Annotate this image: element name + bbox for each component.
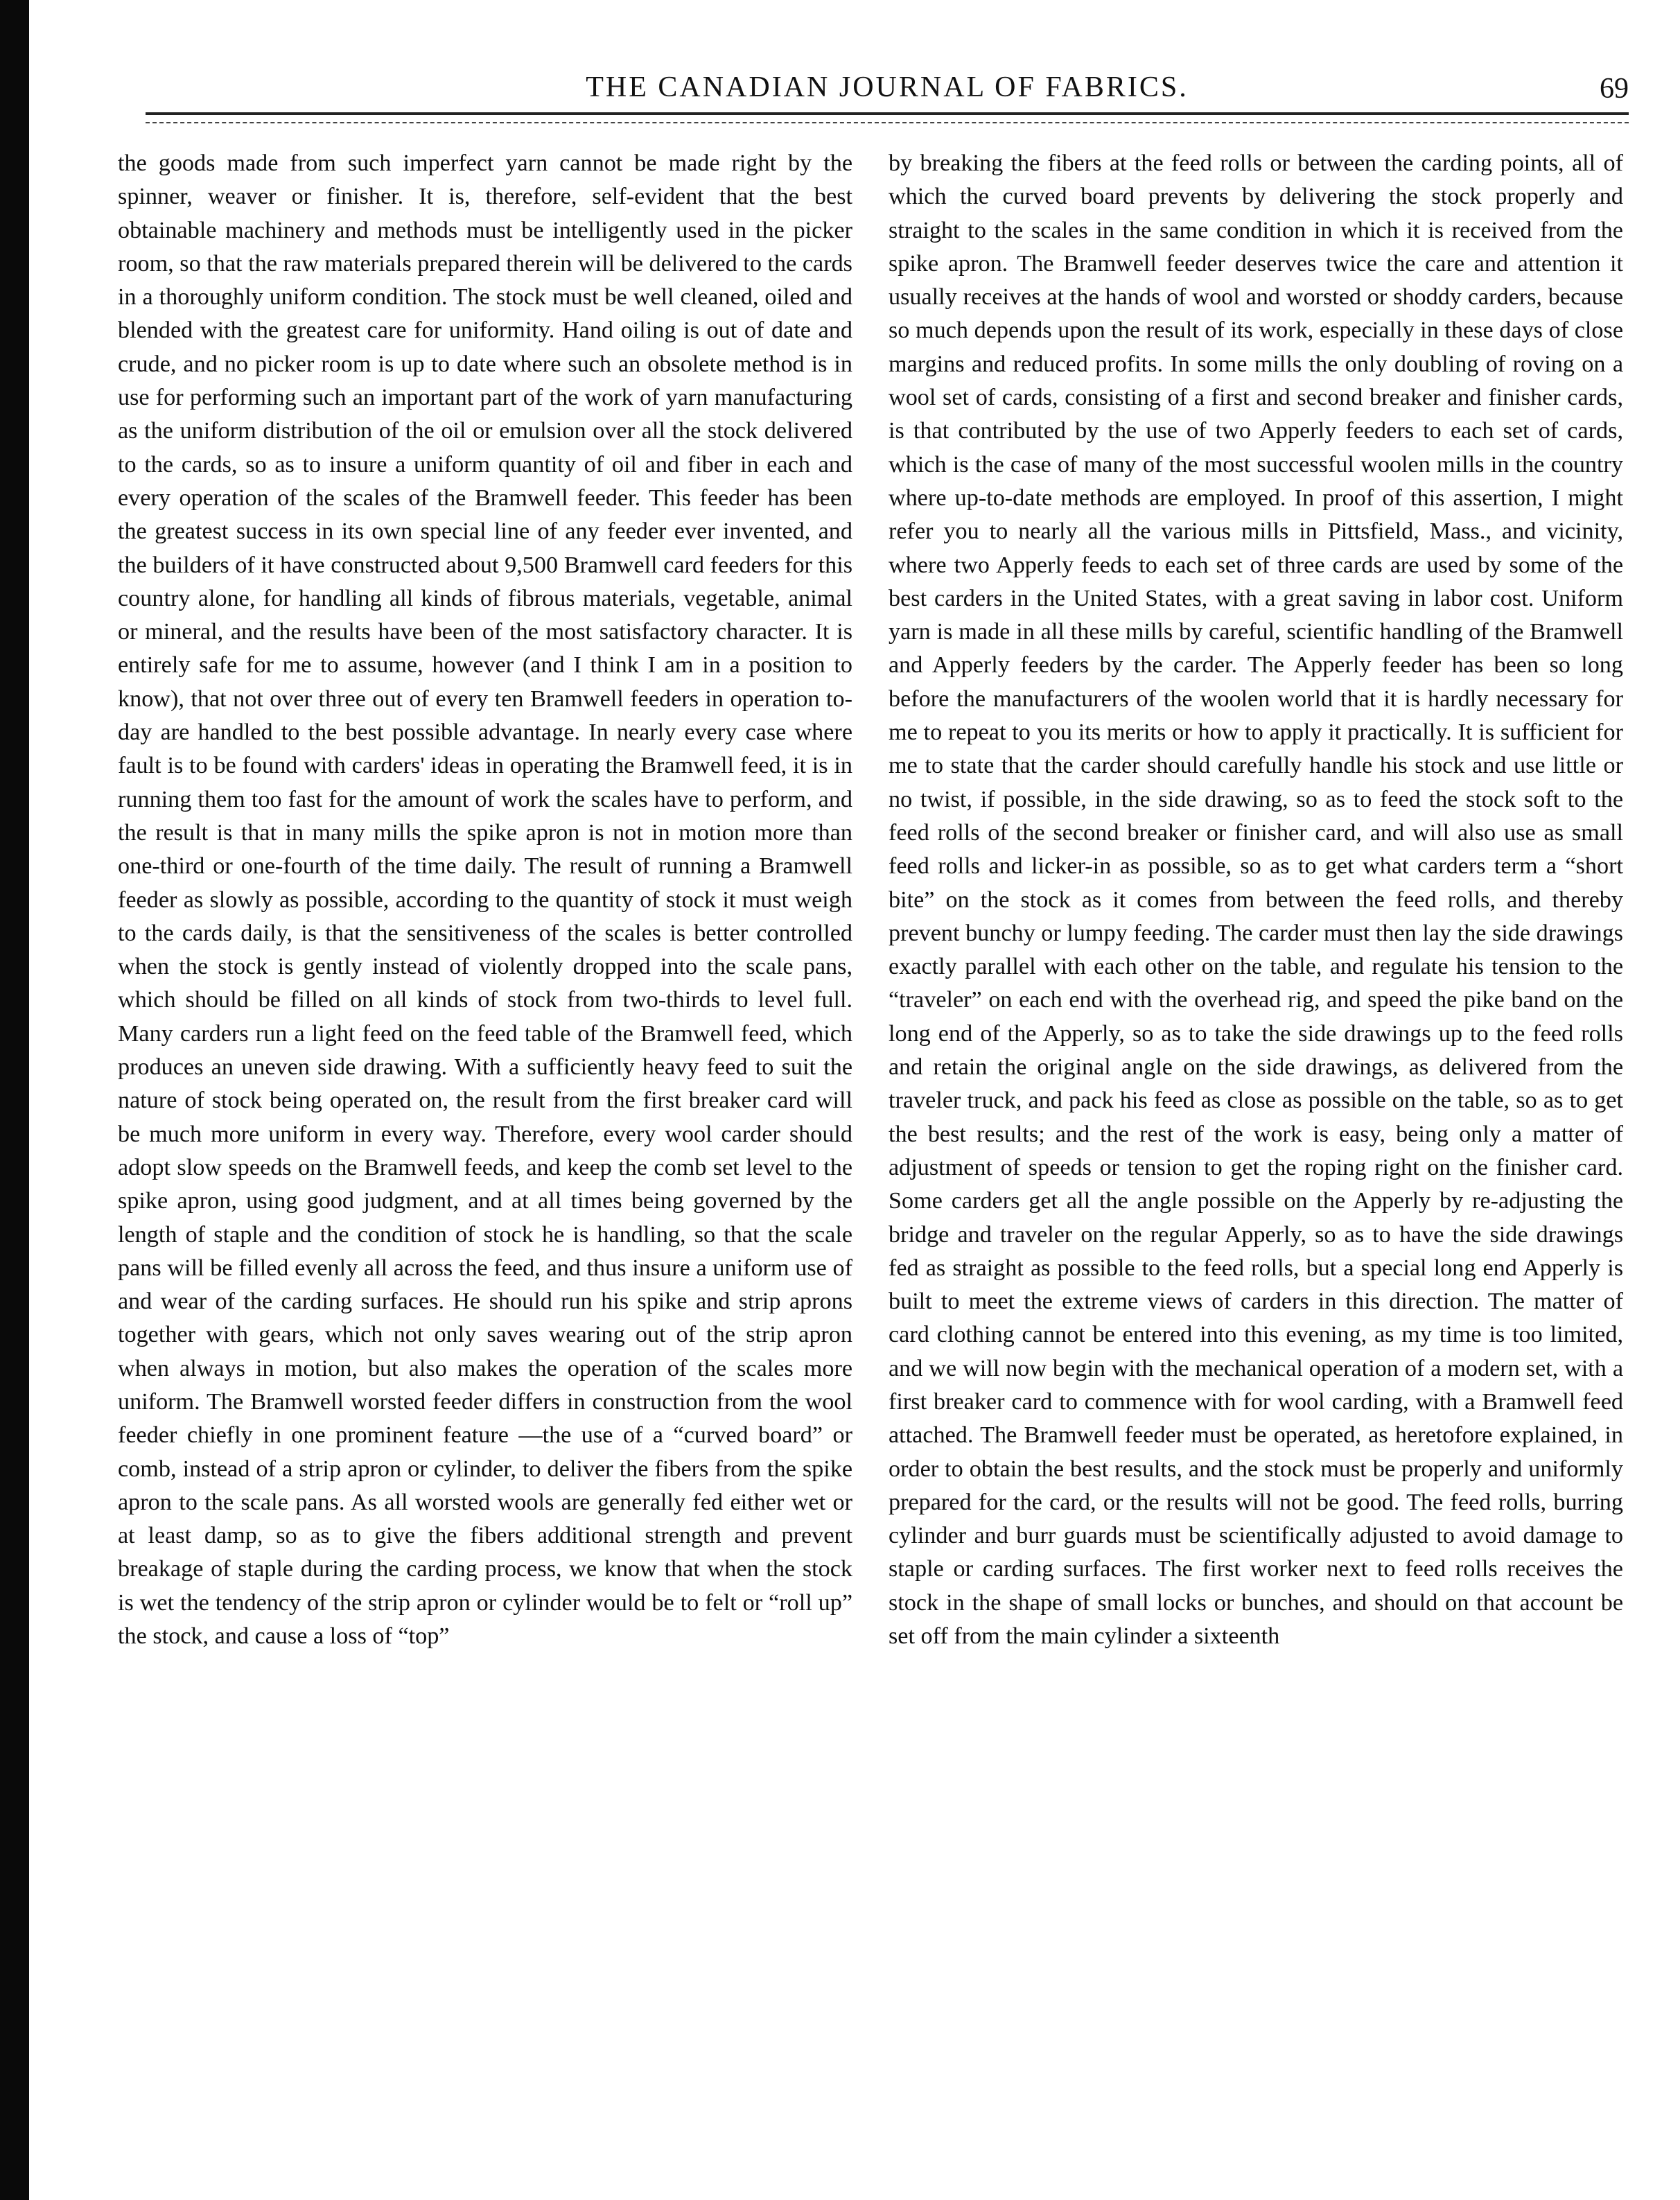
body-paragraph: the goods made from such imperfect yarn cannot be made right by the spinner, weaver or finisher. It is, therefore, self-evident that the best obtainable machinery and methods must be intelligently used in the picker room, so that the raw materials prepared therein will be delivered to the cards in a thoroughly uniform condition. The stock must be well cleaned, oiled and blended with the greatest care for uniformity. Hand oiling is out of date and crude, and no picker room is up to date where such an obsolete method is in use for performing such an important part of the work of yarn manufacturing as the uniform distribution of the oil or emulsion over all the stock delivered to the cards, so as to insure a uniform quantity of oil and fiber in each and every operation of the scales of the Bramwell feeder. This feeder has been the greatest success in its own special line of any feeder ever invented, and the builders of it have constructed about 9,500 Bramwell card feeders for this country alone, for handling all kinds of fibrous materials, vegetable, animal or mineral, and the results have been of the most satisfactory character. It is entirely safe for me to assume, however (and I think I am in a position to know), that not over three out of every ten Bramwell feeders in operation to-day are handled to the best possible advantage. In nearly every case where fault is to be found with carders' ideas in operating the Bramwell feed, it is in running them too fast for the amount of work the scales have to perform, and the result is that in many mills the spike apron is not in motion more than one-third or one-fourth of the time daily. The result of running a Bramwell feeder as slowly as possible, according to the quantity of stock it must weigh to the cards daily, is that the sensitiveness of the scales is better controlled when the stock is gently instead of violently dropped into the scale pans, which should be filled on all kinds of stock from two-thirds to level full. Many carders run a light feed on the feed table of the Bramwell feed, which produces an uneven side drawing. With a sufficiently heavy feed to suit the nature of stock being operated on, the result from the first breaker card will be much more uniform in every way. Therefore, every wool carder should adopt slow speeds on the Bramwell feeds, and keep the comb set level to the spike apron, using good judgment, and at all times being governed by the length of staple and the condition of stock he is handling, so that the scale pans will be filled evenly all across the feed, and thus insure a uniform use of and wear of the carding surfaces. He should run his spike and strip aprons together with gears, which not only saves wearing out of the strip apron when always in motion, but also makes the operation of the scales more uniform. The Bramwell worsted feeder differs in construction from the wool feeder chiefly in one prominent feature —the use of a “curved board” or comb, instead of a strip apron or cylinder, to deliver the fibers from the spike apron to the scale pans. As all worsted wools are generally fed either wet or at least damp, so as to give the fibers additional strength and prevent breakage of staple during the carding process, we know that when the stock is wet the tendency of the strip apron or cylinder would be to felt or “roll up” the stock, and cause a loss of “top”	[118, 150, 852, 1650]
text-column-left	[118, 147, 852, 1653]
page-number: 69	[1600, 73, 1629, 105]
journal-title: THE CANADIAN JOURNAL OF FABRICS.	[586, 71, 1189, 103]
body-paragraph: by breaking the fibers at the feed rolls or between the carding points, all of which the curved board prevents by delivering the stock properly and straight to the scales in the same condition in which it is received from the spike apron. The Bramwell feeder deserves twice the care and attention it usually receives at the hands of wool and worsted or shoddy carders, because so much depends upon the result of its work, especially in these days of close margins and reduced profits. In some mills the only doubling of roving on a wool set of cards, consisting of a first and second breaker and finisher cards, is that contributed by the use of two Apperly feeders to each set of cards, which is the case of many of the most successful woolen mills in the country where up-to-date methods are employed. In proof of this assertion, I might refer you to nearly all the various mills in Pittsfield, Mass., and vicinity, where two Apperly feeds to each set of three cards are used by some of the best carders in the United States, with a great saving in labor cost. Uniform yarn is made in all these mills by careful, scientific handling of the Bramwell and Apperly feeders by the carder. The Apperly feeder has been so long before the manufacturers of the woolen world that it is hardly necessary for me to repeat to you its merits or how to apply it practically. It is sufficient for me to state that the carder should carefully handle his stock and use little or no twist, if possible, in the side drawing, so as to feed the stock soft to the feed rolls of the second breaker or finisher card, and will also use as small feed rolls and licker-in as possible, so as to get what carders term a “short bite” on the stock as it comes from between the feed rolls, and thereby prevent bunchy or lumpy feeding. The carder must then lay the side drawings exactly parallel with each other on the table, and regulate his tension to the “traveler” on each end with the overhead rig, and speed the pike band on the long end of the Apperly, so as to take the side drawings up to the feed rolls and retain the original angle on the side drawings, as delivered from the traveler truck, and pack his feed as close as possible on the table, so as to get the best results; and the rest of the work is easy, being only a matter of adjustment of speeds or tension to get the roping right on the finisher card. Some carders get all the angle possible on the Apperly by re-adjusting the bridge and traveler on the regular Apperly, so as to have the side drawings fed as straight as possible to the feed rolls, but a special long end Apperly is built to meet the extreme views of carders in this direction. The matter of card clothing cannot be entered into this evening, as my time is too limited, and we will now begin with the mechanical operation of a modern set, with a first breaker card to commence with for wool carding, with a Bramwell feed attached. The Bramwell feeder must be operated, as heretofore explained, in order to obtain the best results, and the stock must be properly and uniformly prepared for the card, or the results will not be good. The feed rolls, burring cylinder and burr guards must be scientifically adjusted to avoid damage to staple or carding surfaces. The first worker next to feed rolls receives the stock in the shape of small locks or bunches, and should on that account be set off from the main cylinder a sixteenth	[889, 150, 1623, 1650]
text-column-right	[889, 147, 1623, 1653]
header-rule	[146, 112, 1629, 123]
binding-edge	[0, 0, 29, 2200]
page-header	[146, 64, 1629, 126]
